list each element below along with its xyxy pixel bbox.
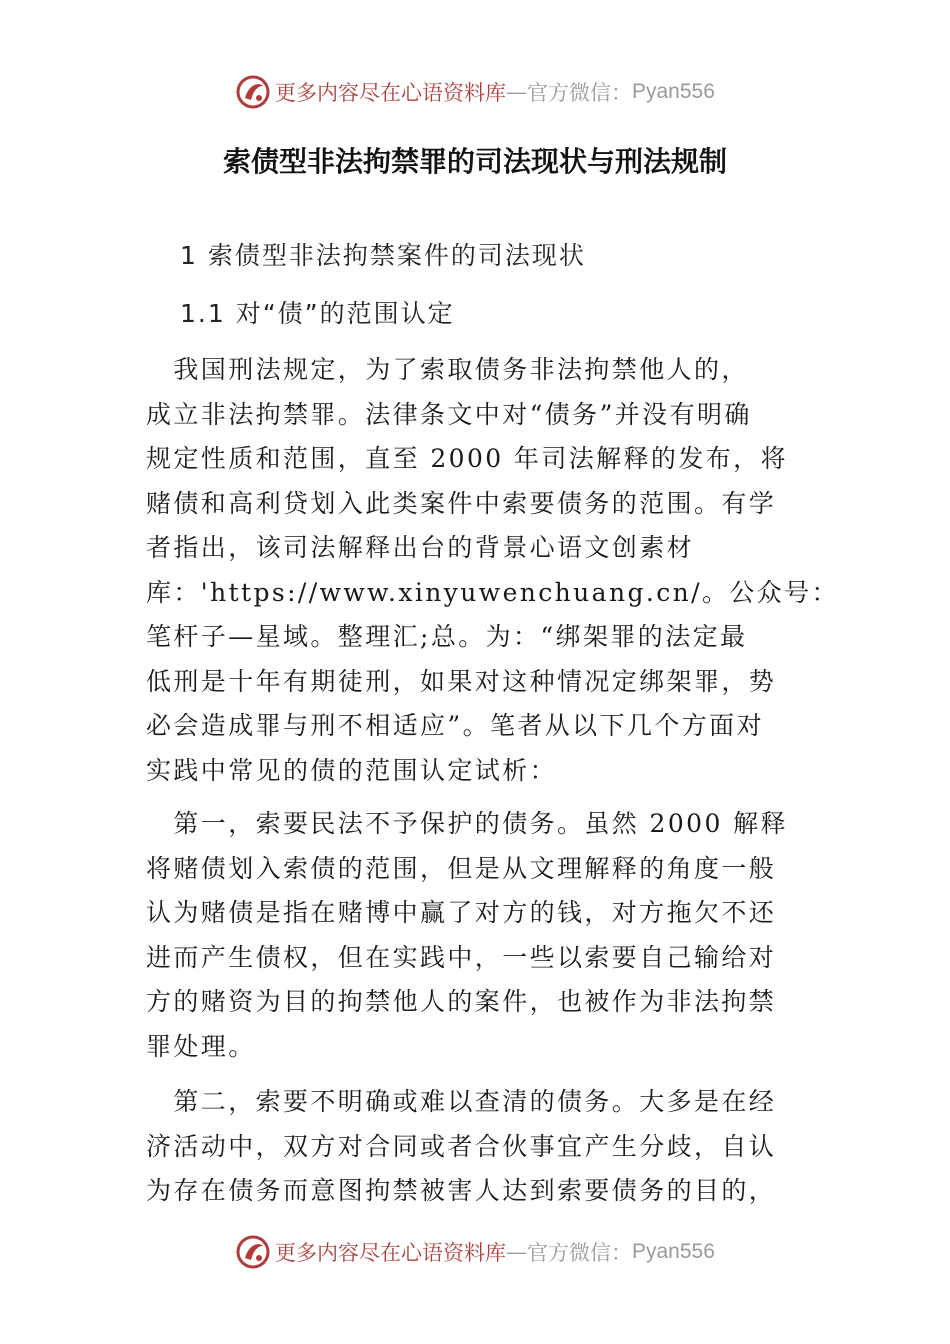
paragraph-line: 笔杆子—星域。整理汇;总。为：“绑架罪的法定最	[146, 622, 748, 651]
banner-wechat-id: Pyan556	[632, 80, 715, 103]
paragraph-line: 罪处理。	[146, 1031, 256, 1061]
paragraph-1	[146, 348, 839, 793]
subsection-heading: 1.1 对“债”的范围认定	[180, 299, 455, 328]
banner-separator: —	[506, 80, 527, 104]
banner-wechat-id: Pyan556	[632, 1240, 715, 1263]
paragraph-line: 方的赌资为目的拘禁他人的案件，也被作为非法拘禁	[146, 987, 777, 1016]
paragraph-3	[146, 1080, 810, 1214]
banner-wechat-label: 官方微信：	[527, 81, 632, 105]
paragraph-line: 规定性质和范围，直至 2000 年司法解释的发布，将	[146, 444, 788, 473]
paragraph-line: 我国刑法规定，为了索取债务非法拘禁他人的，	[146, 355, 749, 384]
paragraph-line: 将赌债划入索债的范围，但是从文理解释的角度一般	[146, 853, 777, 883]
paragraph-line: 者指出，该司法解释出台的背景心语文创素材	[146, 533, 695, 562]
footer-banner	[235, 1232, 755, 1272]
paragraph-line: 低刑是十年有期徒刑，如果对这种情况定绑架罪，势	[146, 666, 777, 696]
document-title: 索债型非法拘禁罪的司法现状与刑法规制	[222, 145, 727, 178]
paragraph-line: 实践中常见的债的范围认定试析：	[146, 755, 558, 785]
banner-wechat-label: 官方微信：	[527, 1241, 632, 1265]
logo-icon	[235, 74, 271, 110]
paragraph-line: 成立非法拘禁罪。法律条文中对“债务”并没有明确	[146, 399, 752, 429]
logo-icon	[235, 1234, 271, 1270]
banner-main-text: 更多内容尽在心语资料库	[275, 1241, 506, 1265]
section-heading: 1 索债型非法拘禁案件的司法现状	[180, 241, 586, 270]
paragraph-line: 为存在债务而意图拘禁被害人达到索要债务的目的，	[146, 1176, 777, 1205]
paragraph-line: 第一，索要民法不予保护的债务。虽然 2000 解释	[146, 809, 788, 838]
paragraph-line: 库：'https://www.xinyuwenchuang.cn/。公众号：	[146, 577, 839, 607]
header-banner	[235, 72, 755, 112]
paragraph-2	[146, 802, 810, 1069]
paragraph-line: 第二，索要不明确或难以查清的债务。大多是在经	[146, 1087, 777, 1116]
paragraph-line: 必会造成罪与刑不相适应”。笔者从以下几个方面对	[146, 711, 764, 740]
paragraph-line: 进而产生债权，但在实践中，一些以索要自己输给对	[146, 942, 777, 972]
banner-separator: —	[506, 1240, 527, 1264]
paragraph-line: 济活动中，双方对合同或者合伙事宜产生分歧，自认	[146, 1131, 777, 1161]
paragraph-line: 赌债和高利贷划入此类案件中索要债务的范围。有学	[146, 488, 777, 518]
paragraph-line: 认为赌债是指在赌博中赢了对方的钱，对方拖欠不还	[146, 898, 777, 927]
banner-main-text: 更多内容尽在心语资料库	[275, 81, 506, 105]
